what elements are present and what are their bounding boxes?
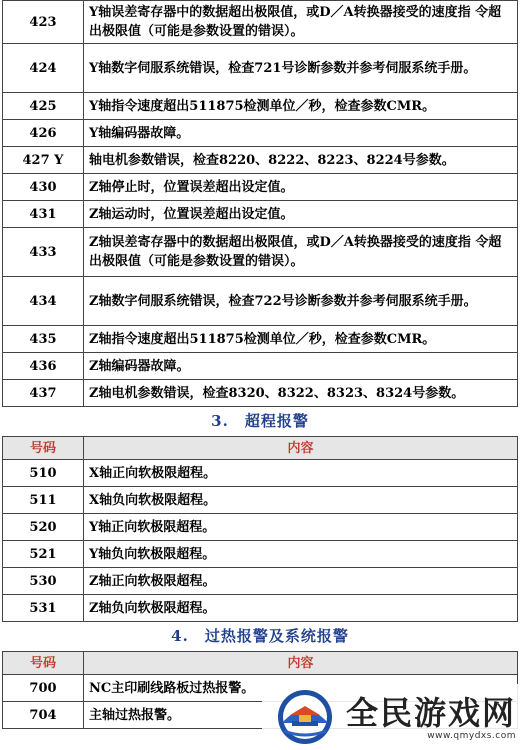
site-watermark[interactable] [262, 684, 520, 750]
alarm-code: 531 [3, 595, 84, 622]
table-row [3, 174, 518, 201]
alarm-description: NC主印刷线路板过热报警。 [84, 675, 518, 702]
alarm-description: Z轴负向软极限超程。 [84, 595, 518, 622]
alarm-description: X轴负向软极限超程。 [84, 487, 518, 514]
alarm-table [2, 0, 518, 729]
alarm-code: 437 [3, 380, 84, 407]
alarm-code: 431 [3, 201, 84, 228]
alarm-description: 主轴过热报警。 [84, 702, 518, 729]
section-title-row [3, 622, 518, 652]
table-row [3, 353, 518, 380]
table-header-row [3, 652, 518, 675]
alarm-code: 511 [3, 487, 84, 514]
alarm-code: 434 [3, 277, 84, 326]
alarm-description: Y轴数字伺服系统错误，检查721号诊断参数并参考伺服系统手册。 [84, 44, 518, 93]
alarm-code: 704 [3, 702, 84, 729]
alarm-code: 430 [3, 174, 84, 201]
alarm-description: 轴电机参数错误，检查8220、8222、8223、8224号参数。 [84, 147, 518, 174]
alarm-description: Z轴电机参数错误，检查8320、8322、8323、8324号参数。 [84, 380, 518, 407]
site-url[interactable]: www.qmydxs.com [427, 731, 517, 741]
alarm-description: Y轴编码器故障。 [84, 120, 518, 147]
alarm-description: Y轴正向软极限超程。 [84, 514, 518, 541]
alarm-code: 435 [3, 326, 84, 353]
alarm-description: Z轴停止时，位置误差超出设定值。 [84, 174, 518, 201]
alarm-description: X轴正向软极限超程。 [84, 460, 518, 487]
site-logo-icon [270, 687, 340, 747]
table-row [3, 93, 518, 120]
alarm-code: 436 [3, 353, 84, 380]
section-title: 4. 过热报警及系统报警 [3, 622, 518, 652]
alarm-code: 424 [3, 44, 84, 93]
table-row [3, 147, 518, 174]
alarm-code: 530 [3, 568, 84, 595]
alarm-code: 521 [3, 541, 84, 568]
column-header-code: 号码 [3, 437, 84, 460]
site-name: 全民游戏网 [346, 694, 517, 732]
table-row [3, 568, 518, 595]
table-row [3, 595, 518, 622]
alarm-description: Z轴正向软极限超程。 [84, 568, 518, 595]
table-row [3, 277, 518, 326]
alarm-description: Z轴数字伺服系统错误，检查722号诊断参数并参考伺服系统手册。 [84, 277, 518, 326]
alarm-code: 426 [3, 120, 84, 147]
alarm-description: Y轴误差寄存器中的数据超出极限值，或D／A转换器接受的速度指 令超出极限值（可能是参数设置的错误）。 [84, 1, 518, 44]
table-row [3, 380, 518, 407]
column-header-content: 内容 [84, 652, 518, 675]
alarm-description: Z轴编码器故障。 [84, 353, 518, 380]
alarm-code: 423 [3, 1, 84, 44]
alarm-description: Z轴运动时，位置误差超出设定值。 [84, 201, 518, 228]
column-header-code: 号码 [3, 652, 84, 675]
table-header-row [3, 437, 518, 460]
alarm-description: Y轴指令速度超出511875检测单位／秒，检查参数CMR。 [84, 93, 518, 120]
alarm-code: 700 [3, 675, 84, 702]
table-row [3, 1, 518, 44]
table-row [3, 44, 518, 93]
table-row [3, 201, 518, 228]
table-row [3, 487, 518, 514]
alarm-description: Z轴指令速度超出511875检测单位／秒，检查参数CMR。 [84, 326, 518, 353]
table-row [3, 514, 518, 541]
table-row [3, 541, 518, 568]
table-row [3, 228, 518, 277]
alarm-description: Z轴误差寄存器中的数据超出极限值，或D／A转换器接受的速度指 令超出极限值（可能是参数设置的错误）。 [84, 228, 518, 277]
alarm-code: 433 [3, 228, 84, 277]
alarm-code: 427 Y [3, 147, 84, 174]
table-row [3, 460, 518, 487]
alarm-code: 425 [3, 93, 84, 120]
table-row [3, 120, 518, 147]
table-row [3, 326, 518, 353]
section-title-row [3, 407, 518, 437]
alarm-code: 520 [3, 514, 84, 541]
section-title: 3. 超程报警 [3, 407, 518, 437]
alarm-description: Y轴负向软极限超程。 [84, 541, 518, 568]
column-header-content: 内容 [84, 437, 518, 460]
alarm-code: 510 [3, 460, 84, 487]
